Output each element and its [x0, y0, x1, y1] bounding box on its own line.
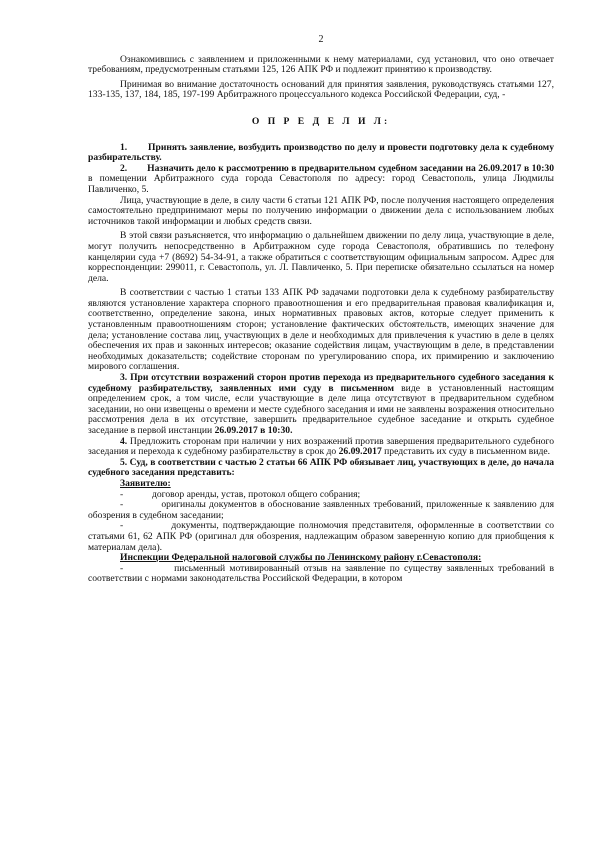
item-3-date: 26.09.2017 в 10:30.	[214, 425, 293, 436]
item-4-number: 4.	[120, 435, 128, 447]
parties-paragraph: Лица, участвующие в деле, в силу части 6 статьи 121 АПК РФ, после получения настоящего определения самостоятельно предпринимают меры по получению информации о движении дела с использованием любых источников такой информации и любых средств связи.	[88, 194, 554, 227]
applicant-label: Заявителю:	[120, 477, 171, 489]
intro-paragraph-2: Принимая во внимание достаточность оснований для принятия заявления, руководствуясь статьями 127, 133-135, 137, 184, 185, 197-199 Арбитражного процессуального кодекса Российской Федерации, суд, -	[88, 78, 554, 101]
ruling-heading: О П Р Е Д Е Л И Л:	[251, 115, 391, 127]
item-5: 5. Суд, в соответствии с частью 2 статьи 66 АПК РФ обязывает лиц, участвующих в деле, до начала судебного заседания представить:	[88, 456, 554, 479]
inspection-label: Инспекции Федеральной налоговой службы по Ленинскому району г.Севастополя:	[120, 552, 482, 564]
item-3	[88, 373, 554, 437]
inspection-item-text: письменный мотивированный отзыв на заявление по существу заявленных требований в соответствии с нормами законодательства Российской Федерации, в котором	[88, 562, 554, 585]
list-dash: -	[120, 488, 124, 500]
item-2-hearing-date: Назначить дело к рассмотрению в предварительном судебном заседании на 26.09.2017 в 10:30	[147, 162, 555, 174]
inspection-item	[88, 564, 554, 585]
item-4-text: Предложить сторонам при наличии у них возражений против завершения предварительного судебного заседания и перехода к судебному разбирательству в срок до	[88, 435, 554, 458]
item-2-number: 2.	[120, 162, 128, 174]
item-3-text: виде в установленный настоящим определением срок, а том числе, если участвующие в деле лица отсутствуют в предварительном судебном заседании, но они извещены о времени и месте судебного заседания и ими не заявлены возражения относительно рассмотрения дела в их отсутствие, завершить предварительное судебное заседание и открыть судебное заседание в первой инстанции	[88, 382, 554, 436]
item-1	[88, 143, 554, 164]
item-4-date: 26.09.2017	[338, 446, 382, 458]
list-dash: -	[120, 562, 124, 574]
tasks-paragraph: В соответствии с частью 1 статьи 133 АПК РФ задачами подготовки дела к судебному разбирательству являются установление характера спорного правоотношения и его предварительная правовая квалификация и, соответственно, определение закона, иных нормативных правовых актов, которые следует применить к установленным правоотношениям сторон; установление фактических обстоятельств, имеющих значение для дела; установление состава лиц, участвующих в деле и необходимых для привлечения к участию в деле в целях обеспечения их прав и законных интересов; оказание содействия лицам, участвующим в деле, в представлении необходимых доказательств; содействие сторонам по урегулированию спора, их примирению и заключению мирового соглашения.	[88, 287, 554, 373]
item-4-tail: представить их суду в письменном виде.	[381, 446, 551, 458]
applicant-item-text: оригиналы документов в обоснование заявленных требований, приложенные к заявлению для обозрения в судебном заседании;	[88, 499, 554, 521]
item-2	[88, 164, 554, 196]
applicant-item-text: документы, подтверждающие полномочия представителя, оформленные в соответствии со статьями 61, 62 АПК РФ (оригинал для обозрения, надлежащим образом заверенную копию для приобщения к материалам дела).	[88, 520, 555, 553]
applicant-item-text: договор аренды, устав, протокол общего собрания;	[151, 488, 361, 500]
item-1-number: 1.	[120, 141, 128, 153]
item-1-text: Принять заявление, возбудить производство по делу и провести подготовку дела к судебному разбирательству.	[88, 141, 555, 164]
item-4	[88, 437, 554, 458]
page-number: 2	[318, 34, 324, 45]
applicant-item	[88, 500, 554, 521]
item-3-bold: 3. При отсутствии возражений сторон против перехода из предварительного судебного заседания к судебному разбирательству, заявленных ими суду в письменном	[88, 372, 554, 394]
list-dash: -	[120, 520, 124, 532]
document-body	[88, 35, 554, 585]
applicant-item	[88, 521, 554, 553]
intro-paragraph-1: Ознакомившись с заявлением и приложенными к нему материалами, суд установил, что оно отвечает требованиям, предусмотренным статьями 125, 126 АПК РФ и подлежит принятию к производству.	[88, 53, 554, 76]
item-2-location: в помещении Арбитражного суда города Севастополя по адресу: город Севастополь, улица Людмилы Павличенко, 5.	[88, 173, 554, 195]
explanation-paragraph: В этой связи разъясняется, что информацию о дальнейшем движении по делу лица, участвующие в деле, могут получить непосредственно в Арбитражном суде города Севастополя, обратившись по телефону канцелярии суда +7 (8692) 54-34-91, а также обратиться с соответствующим официальным запросом. Адрес для корреспонденции: 299011, г. Севастополь, ул. Л. Павличенко, 5. При переписке обязательно ссылаться на номер дела.	[88, 230, 554, 284]
list-dash: -	[120, 499, 124, 511]
